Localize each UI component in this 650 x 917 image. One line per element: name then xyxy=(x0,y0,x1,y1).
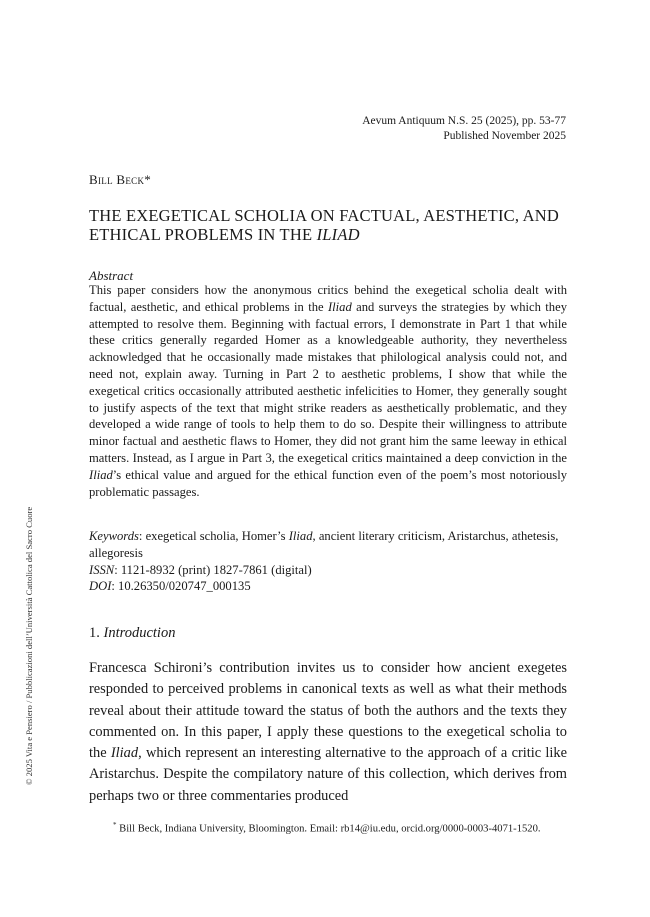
doi xyxy=(89,578,567,595)
paper-title xyxy=(89,206,569,244)
doi-label: DOI xyxy=(89,579,112,594)
title-line-2 xyxy=(89,225,569,244)
body-text-2: , which represent an interesting alternative to the approach of a critic like Aristarchus. Despite the compilatory nature of this collection, which derives from perhaps two or three commentaries produced xyxy=(89,745,567,804)
copyright-notice: © 2025 Vita e Pensiero / Pubblicazioni dell’Università Cattolica del Sacro Cuore xyxy=(24,506,34,785)
abstract-iliad-1: Iliad xyxy=(327,299,352,314)
body-paragraph xyxy=(89,658,567,807)
abstract-text xyxy=(89,282,567,500)
section-number: 1. xyxy=(89,625,104,641)
body-text-1: Francesca Schironi’s contribution invites us to consider how ancient exegetes responded to perceived problems in canonical texts as well as what their methods reveal about their attitude toward the status of both the authors and the texts they commented on. In this paper, I apply these questions to the exegetical scholia to the xyxy=(89,660,567,762)
abstract-label: Abstract xyxy=(89,268,134,283)
abstract-part-2: and surveys the strategies by which they attempted to resolve them. Beginning with factual errors, I demonstrate in Part 1 that while these critics generally regarded Homer as a knowledgeable authority, they nevertheless acknowledged that he occasionally made mistakes that philological analysis could not, and need not, explain away. Turning in Part 2 to aesthetic problems, I show that while the exegetical critics occasionally attributed aesthetic infelicities to Homer, they generally sought to justify aspects of the text that might strike readers as aesthetically problematic, and they developed a wide range of tools to help them to do so. Despite their willingness to attribute minor factual and aesthetic flaws to Homer, they did not grant him the same leeway in ethical matters. Instead, as I argue in Part 3, the exegetical critics maintained a deep conviction in the xyxy=(89,299,567,465)
doi-value: : 10.26350/020747_000135 xyxy=(111,579,251,594)
footnote xyxy=(89,818,567,837)
keywords-label: Keywords xyxy=(89,529,139,543)
issn-label: ISSN xyxy=(89,562,115,577)
abstract-part-3: ’s ethical value and argued for the ethical function even of the poem’s most notoriously problematic passages. xyxy=(89,467,567,499)
paper-metadata xyxy=(89,528,567,595)
author-name: Bill Beck* xyxy=(89,172,152,187)
title-line-2-text: ETHICAL PROBLEMS IN THE xyxy=(89,225,317,244)
issn xyxy=(89,562,567,579)
footnote-text: Bill Beck, Indiana University, Bloomington. Email: rb14@iu.edu, orcid.org/0000-0003-4071-1520. xyxy=(116,823,541,835)
keywords-text-1: : exegetical scholia, Homer’s xyxy=(138,529,289,543)
keywords-text-2: , ancient literary criticism, Aristarchus, athetesis, allegoresis xyxy=(89,529,559,560)
keywords xyxy=(89,528,567,562)
footnote-marker: * xyxy=(113,821,117,829)
title-iliad: ILIAD xyxy=(316,225,360,244)
keywords-iliad: Iliad xyxy=(288,529,313,543)
abstract-part-1: This paper considers how the anonymous critics behind the exegetical scholia dealt with factual, aesthetic, and ethical problems in the xyxy=(89,283,567,314)
title-line-1: THE EXEGETICAL SCHOLIA ON FACTUAL, AESTHETIC, AND xyxy=(89,206,559,225)
body-iliad: Iliad xyxy=(110,745,139,762)
section-heading xyxy=(89,625,175,642)
journal-citation: Aevum Antiquum N.S. 25 (2025), pp. 53-77 xyxy=(362,115,566,127)
publication-date: Published November 2025 xyxy=(443,130,566,142)
journal-header xyxy=(362,114,566,144)
section-title: Introduction xyxy=(103,625,176,641)
abstract-iliad-2: Iliad xyxy=(89,467,113,482)
issn-value: : 1121-8932 (print) 1827-7861 (digital) xyxy=(114,562,312,577)
